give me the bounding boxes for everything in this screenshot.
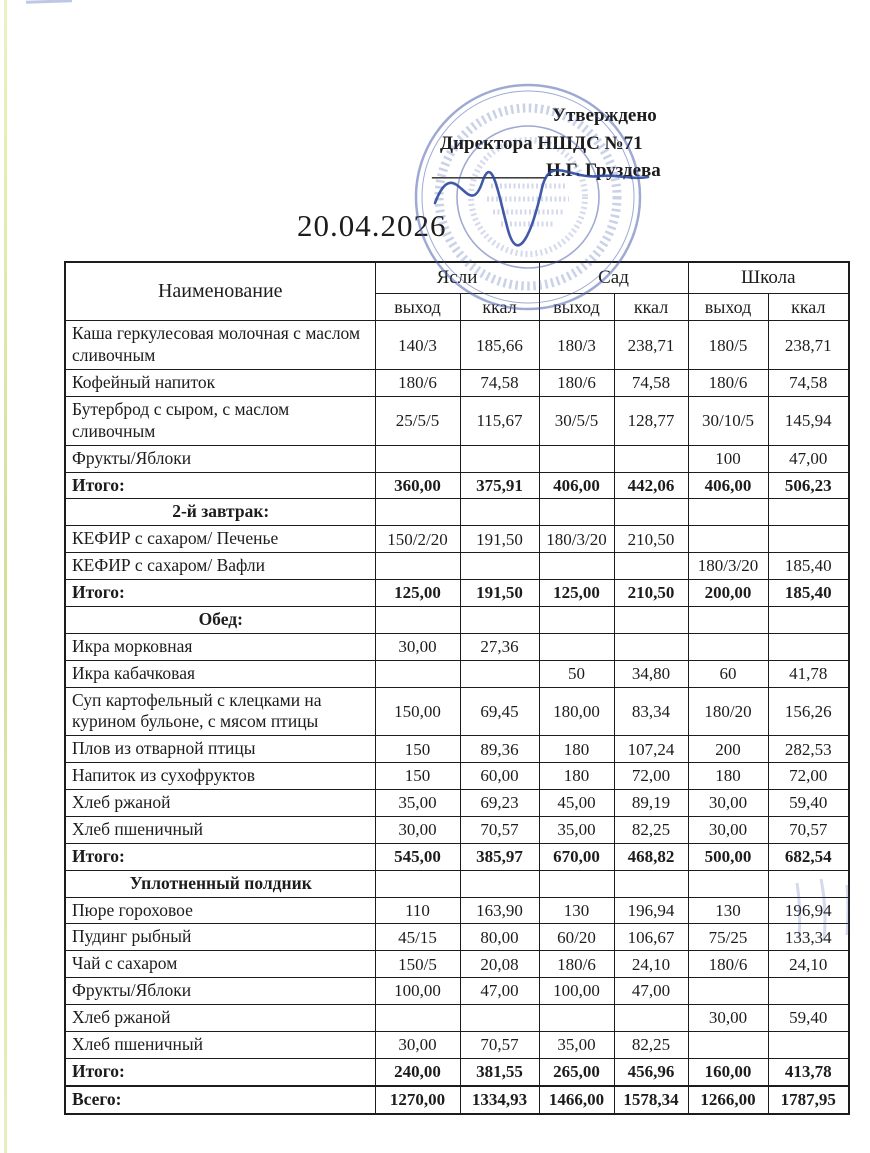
row-value: 1334,93 bbox=[460, 1086, 539, 1114]
row-value bbox=[614, 606, 688, 633]
row-value: 200 bbox=[688, 736, 768, 763]
row-value: 191,50 bbox=[460, 580, 539, 607]
row-name: Хлеб ржаной bbox=[65, 790, 375, 817]
col-header-vykhod-shkola: выход bbox=[688, 293, 768, 321]
menu-item-row bbox=[65, 526, 849, 553]
row-name: Итого: bbox=[65, 580, 375, 607]
row-value: 75/25 bbox=[688, 924, 768, 951]
row-value: 130 bbox=[688, 897, 768, 924]
row-value: 59,40 bbox=[768, 790, 849, 817]
row-name: Пудинг рыбный bbox=[65, 924, 375, 951]
row-value: 180 bbox=[688, 763, 768, 790]
row-value: 89,19 bbox=[614, 790, 688, 817]
row-value: 70,57 bbox=[460, 1031, 539, 1058]
menu-table bbox=[64, 261, 850, 1115]
row-value: 282,53 bbox=[768, 736, 849, 763]
row-value: 163,90 bbox=[460, 897, 539, 924]
row-value bbox=[768, 1031, 849, 1058]
menu-item-row bbox=[65, 924, 849, 951]
row-name: Уплотненный полдник bbox=[65, 870, 375, 897]
col-group-yasli: Ясли bbox=[375, 262, 539, 293]
row-value: 150/2/20 bbox=[375, 526, 460, 553]
row-name: Итого: bbox=[65, 843, 375, 870]
row-value: 35,00 bbox=[539, 1031, 614, 1058]
row-value: 406,00 bbox=[688, 472, 768, 499]
row-value bbox=[375, 553, 460, 580]
row-value bbox=[460, 1005, 539, 1032]
row-value bbox=[375, 606, 460, 633]
row-value: 185,40 bbox=[768, 580, 849, 607]
row-value: 72,00 bbox=[614, 763, 688, 790]
row-value: 150 bbox=[375, 763, 460, 790]
row-value bbox=[614, 1005, 688, 1032]
row-value: 47,00 bbox=[768, 445, 849, 472]
row-value: 185,66 bbox=[460, 321, 539, 370]
row-value: 180/20 bbox=[688, 687, 768, 736]
row-value: 47,00 bbox=[614, 978, 688, 1005]
row-value: 1466,00 bbox=[539, 1086, 614, 1114]
row-name: Каша геркулесовая молочная с маслом сливочным bbox=[65, 321, 375, 370]
row-name: Итого: bbox=[65, 1058, 375, 1085]
row-name: Икра кабачковая bbox=[65, 660, 375, 687]
row-value: 180 bbox=[539, 763, 614, 790]
row-value bbox=[614, 445, 688, 472]
row-value: 180,00 bbox=[539, 687, 614, 736]
row-name: КЕФИР с сахаром/ Вафли bbox=[65, 553, 375, 580]
row-value bbox=[768, 526, 849, 553]
row-value bbox=[539, 870, 614, 897]
col-header-name: Наименование bbox=[65, 262, 375, 321]
row-value: 150,00 bbox=[375, 687, 460, 736]
grand-total-row bbox=[65, 1086, 849, 1114]
row-value: 150/5 bbox=[375, 951, 460, 978]
row-value: 200,00 bbox=[688, 580, 768, 607]
row-name: Хлеб ржаной bbox=[65, 1005, 375, 1032]
row-value: 180/5 bbox=[688, 321, 768, 370]
row-value bbox=[539, 633, 614, 660]
row-value: 80,00 bbox=[460, 924, 539, 951]
menu-item-row bbox=[65, 396, 849, 445]
row-value: 196,94 bbox=[614, 897, 688, 924]
row-value bbox=[539, 1005, 614, 1032]
menu-item-row bbox=[65, 790, 849, 817]
row-value: 34,80 bbox=[614, 660, 688, 687]
row-value bbox=[688, 499, 768, 526]
row-value: 115,67 bbox=[460, 396, 539, 445]
row-value: 196,94 bbox=[768, 897, 849, 924]
row-value: 110 bbox=[375, 897, 460, 924]
row-name: Плов из отварной птицы bbox=[65, 736, 375, 763]
row-value bbox=[614, 553, 688, 580]
section-header-row bbox=[65, 870, 849, 897]
row-value: 83,34 bbox=[614, 687, 688, 736]
row-value: 30,00 bbox=[688, 1005, 768, 1032]
row-value: 1266,00 bbox=[688, 1086, 768, 1114]
row-value bbox=[375, 445, 460, 472]
col-header-kkal-yasli: ккал bbox=[460, 293, 539, 321]
row-name: Пюре гороховое bbox=[65, 897, 375, 924]
row-value bbox=[460, 553, 539, 580]
row-value: 30/5/5 bbox=[539, 396, 614, 445]
row-value: 74,58 bbox=[614, 370, 688, 397]
row-value bbox=[688, 978, 768, 1005]
row-value bbox=[688, 1031, 768, 1058]
row-value bbox=[768, 870, 849, 897]
row-value: 74,58 bbox=[460, 370, 539, 397]
col-group-sad: Сад bbox=[539, 262, 688, 293]
menu-item-row bbox=[65, 660, 849, 687]
menu-table-body bbox=[65, 321, 849, 1114]
row-value bbox=[688, 606, 768, 633]
row-name: Бутерброд с сыром, с маслом сливочным bbox=[65, 396, 375, 445]
total-row bbox=[65, 472, 849, 499]
table-group-header-row bbox=[65, 262, 849, 293]
row-value: 180 bbox=[539, 736, 614, 763]
row-value: 1270,00 bbox=[375, 1086, 460, 1114]
menu-item-row bbox=[65, 978, 849, 1005]
row-value: 265,00 bbox=[539, 1058, 614, 1085]
row-value: 100 bbox=[688, 445, 768, 472]
col-group-shkola: Школа bbox=[688, 262, 849, 293]
row-value: 180/6 bbox=[688, 370, 768, 397]
row-value bbox=[375, 870, 460, 897]
scan-corner-artifact bbox=[26, 0, 72, 4]
row-value: 45/15 bbox=[375, 924, 460, 951]
row-value bbox=[460, 870, 539, 897]
row-value: 125,00 bbox=[539, 580, 614, 607]
row-value: 35,00 bbox=[539, 816, 614, 843]
row-value bbox=[688, 870, 768, 897]
row-value: 180/3/20 bbox=[539, 526, 614, 553]
row-value: 30/10/5 bbox=[688, 396, 768, 445]
row-value: 180/6 bbox=[539, 370, 614, 397]
row-value: 125,00 bbox=[375, 580, 460, 607]
row-value: 25/5/5 bbox=[375, 396, 460, 445]
row-value: 506,23 bbox=[768, 472, 849, 499]
row-value: 156,26 bbox=[768, 687, 849, 736]
row-value: 30,00 bbox=[688, 790, 768, 817]
row-value: 60,00 bbox=[460, 763, 539, 790]
row-value: 45,00 bbox=[539, 790, 614, 817]
row-value bbox=[688, 526, 768, 553]
row-value: 210,50 bbox=[614, 580, 688, 607]
row-value: 180/6 bbox=[375, 370, 460, 397]
row-value: 150 bbox=[375, 736, 460, 763]
row-value: 442,06 bbox=[614, 472, 688, 499]
row-value bbox=[768, 978, 849, 1005]
total-row bbox=[65, 843, 849, 870]
row-value: 238,71 bbox=[614, 321, 688, 370]
menu-item-row bbox=[65, 633, 849, 660]
menu-item-row bbox=[65, 321, 849, 370]
row-value: 180/3 bbox=[539, 321, 614, 370]
row-value bbox=[688, 633, 768, 660]
row-value: 360,00 bbox=[375, 472, 460, 499]
row-name: Хлеб пшеничный bbox=[65, 1031, 375, 1058]
row-value: 133,34 bbox=[768, 924, 849, 951]
row-value: 1578,34 bbox=[614, 1086, 688, 1114]
row-value: 70,57 bbox=[460, 816, 539, 843]
row-value bbox=[768, 606, 849, 633]
total-row bbox=[65, 1058, 849, 1085]
menu-item-row bbox=[65, 370, 849, 397]
row-name: Суп картофельный с клецками на курином бульоне, с мясом птицы bbox=[65, 687, 375, 736]
document-date: 20.04.2026 bbox=[297, 208, 447, 243]
row-name: Икра морковная bbox=[65, 633, 375, 660]
row-name: Напиток из сухофруктов bbox=[65, 763, 375, 790]
row-value: 30,00 bbox=[375, 816, 460, 843]
row-value: 185,40 bbox=[768, 553, 849, 580]
menu-item-row bbox=[65, 553, 849, 580]
approval-line-signature-name: ____________Н.Г. Груздева bbox=[432, 160, 661, 182]
row-value bbox=[460, 660, 539, 687]
approval-block bbox=[432, 102, 772, 185]
row-value: 24,10 bbox=[614, 951, 688, 978]
row-value: 30,00 bbox=[375, 633, 460, 660]
row-value bbox=[460, 499, 539, 526]
menu-item-row bbox=[65, 1031, 849, 1058]
row-name: Фрукты/Яблоки bbox=[65, 445, 375, 472]
row-name: КЕФИР с сахаром/ Печенье bbox=[65, 526, 375, 553]
row-value bbox=[614, 499, 688, 526]
row-value bbox=[768, 499, 849, 526]
col-header-kkal-sad: ккал bbox=[614, 293, 688, 321]
row-value: 130 bbox=[539, 897, 614, 924]
row-value: 682,54 bbox=[768, 843, 849, 870]
row-name: Хлеб пшеничный bbox=[65, 816, 375, 843]
row-value: 413,78 bbox=[768, 1058, 849, 1085]
row-value: 180/3/20 bbox=[688, 553, 768, 580]
approval-line-approved: Утверждено bbox=[552, 105, 657, 126]
row-name: Всего: bbox=[65, 1086, 375, 1114]
row-value: 89,36 bbox=[460, 736, 539, 763]
col-header-kkal-shkola: ккал bbox=[768, 293, 849, 321]
section-header-row bbox=[65, 606, 849, 633]
menu-item-row bbox=[65, 951, 849, 978]
menu-item-row bbox=[65, 736, 849, 763]
row-value bbox=[539, 553, 614, 580]
row-value: 191,50 bbox=[460, 526, 539, 553]
row-value: 60/20 bbox=[539, 924, 614, 951]
row-value: 381,55 bbox=[460, 1058, 539, 1085]
row-value: 670,00 bbox=[539, 843, 614, 870]
menu-item-row bbox=[65, 763, 849, 790]
row-value: 30,00 bbox=[688, 816, 768, 843]
row-value: 82,25 bbox=[614, 1031, 688, 1058]
row-value bbox=[539, 606, 614, 633]
row-value: 27,36 bbox=[460, 633, 539, 660]
row-value: 69,45 bbox=[460, 687, 539, 736]
row-value: 107,24 bbox=[614, 736, 688, 763]
row-name: Итого: bbox=[65, 472, 375, 499]
row-name: Чай с сахаром bbox=[65, 951, 375, 978]
row-value: 60 bbox=[688, 660, 768, 687]
row-value: 24,10 bbox=[768, 951, 849, 978]
total-row bbox=[65, 580, 849, 607]
menu-item-row bbox=[65, 816, 849, 843]
row-value bbox=[614, 633, 688, 660]
row-value: 74,58 bbox=[768, 370, 849, 397]
row-value bbox=[614, 870, 688, 897]
row-value: 50 bbox=[539, 660, 614, 687]
row-value bbox=[375, 499, 460, 526]
row-value: 41,78 bbox=[768, 660, 849, 687]
row-value: 30,00 bbox=[375, 1031, 460, 1058]
menu-item-row bbox=[65, 445, 849, 472]
row-value bbox=[768, 633, 849, 660]
row-value: 140/3 bbox=[375, 321, 460, 370]
row-value bbox=[375, 1005, 460, 1032]
row-value: 100,00 bbox=[539, 978, 614, 1005]
scan-edge-artifact bbox=[4, 0, 7, 1153]
row-value bbox=[460, 606, 539, 633]
row-name: Обед: bbox=[65, 606, 375, 633]
row-value bbox=[539, 499, 614, 526]
row-value: 47,00 bbox=[460, 978, 539, 1005]
row-value: 545,00 bbox=[375, 843, 460, 870]
approval-line-director: Директора НШДС №71 bbox=[440, 132, 643, 154]
row-value: 100,00 bbox=[375, 978, 460, 1005]
row-value: 375,91 bbox=[460, 472, 539, 499]
row-value: 69,23 bbox=[460, 790, 539, 817]
row-value: 72,00 bbox=[768, 763, 849, 790]
section-header-row bbox=[65, 499, 849, 526]
row-name: Кофейный напиток bbox=[65, 370, 375, 397]
row-value: 70,57 bbox=[768, 816, 849, 843]
menu-item-row bbox=[65, 897, 849, 924]
row-value bbox=[375, 660, 460, 687]
row-value: 128,77 bbox=[614, 396, 688, 445]
row-value: 180/6 bbox=[688, 951, 768, 978]
row-value bbox=[539, 445, 614, 472]
row-value: 1787,95 bbox=[768, 1086, 849, 1114]
row-value: 145,94 bbox=[768, 396, 849, 445]
row-value: 385,97 bbox=[460, 843, 539, 870]
row-value: 456,96 bbox=[614, 1058, 688, 1085]
row-value: 160,00 bbox=[688, 1058, 768, 1085]
row-value: 59,40 bbox=[768, 1005, 849, 1032]
row-value bbox=[460, 445, 539, 472]
row-name: Фрукты/Яблоки bbox=[65, 978, 375, 1005]
row-value: 468,82 bbox=[614, 843, 688, 870]
row-value: 180/6 bbox=[539, 951, 614, 978]
row-value: 82,25 bbox=[614, 816, 688, 843]
row-value: 210,50 bbox=[614, 526, 688, 553]
row-value: 500,00 bbox=[688, 843, 768, 870]
menu-item-row bbox=[65, 1005, 849, 1032]
row-value: 20,08 bbox=[460, 951, 539, 978]
row-value: 240,00 bbox=[375, 1058, 460, 1085]
col-header-vykhod-yasli: выход bbox=[375, 293, 460, 321]
menu-item-row bbox=[65, 687, 849, 736]
row-value: 406,00 bbox=[539, 472, 614, 499]
row-value: 238,71 bbox=[768, 321, 849, 370]
row-name: 2-й завтрак: bbox=[65, 499, 375, 526]
row-value: 106,67 bbox=[614, 924, 688, 951]
col-header-vykhod-sad: выход bbox=[539, 293, 614, 321]
row-value: 35,00 bbox=[375, 790, 460, 817]
